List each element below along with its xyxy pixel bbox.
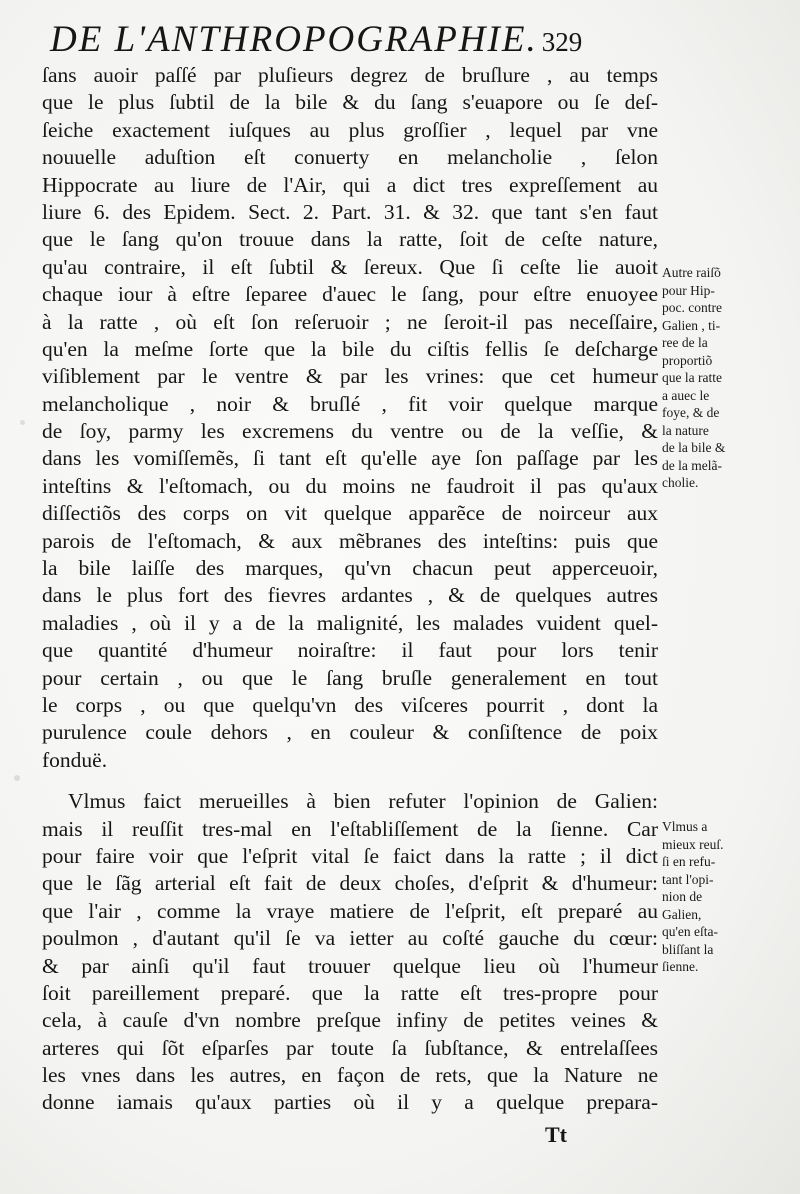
margin-note-2 bbox=[662, 818, 790, 976]
margin-note-line: bliſſant la bbox=[662, 941, 714, 957]
text-line: ſeiche exactement iuſques au plus groſſier , lequel par vne bbox=[42, 117, 658, 142]
text-line: la bile laiſſe des marques, qu'vn chacun peut apperceuoir, bbox=[42, 556, 658, 581]
text-line: melancholique , noir & bruſlé , fit voir quelque marque bbox=[42, 391, 658, 416]
text-line: fonduë. bbox=[42, 747, 108, 772]
text-line: arteres qui ſõt eſparſes par toute ſa ſubſtance, & entrelaſſees bbox=[42, 1035, 658, 1060]
text-line: qu'en la meſme ſorte que la bile du ciſtis fellis ſe deſcharge bbox=[42, 336, 658, 361]
text-line: les vnes dans les autres, en façon de rets, que la Nature ne bbox=[42, 1063, 658, 1088]
text-line: que le ſang qu'on trouue dans la ratte, ſoit de ceſte nature, bbox=[42, 227, 658, 252]
text-line: purulence coule dehors , en couleur & conſiſtence de poix bbox=[42, 720, 658, 745]
margin-note-line: proportiõ bbox=[662, 352, 713, 368]
text-line: que le ſãg arterial eſt fait de deux choſes, d'eſprit & d'humeur: bbox=[42, 871, 658, 896]
running-head bbox=[50, 18, 660, 61]
text-line: pour certain , ou que le ſang bruſle generalement en tout bbox=[42, 665, 658, 690]
text-line: poulmon , d'autant qu'il ſe va ietter au coſté gauche du cœur: bbox=[42, 926, 658, 951]
ink-speck bbox=[20, 420, 25, 425]
text-line: liure 6. des Epidem. Sect. 2. Part. 31. & 32. que tant s'en faut bbox=[42, 199, 658, 224]
text-line: le corps , ou que quelqu'vn des viſceres pourrit , dont la bbox=[42, 692, 658, 717]
margin-note-line: cholie. bbox=[662, 475, 699, 490]
text-line: Hippocrate au liure de l'Air, qui a dict tres expreſſement au bbox=[42, 172, 658, 197]
margin-note-line: nion de bbox=[662, 889, 703, 904]
margin-note-line: de la bile & bbox=[662, 440, 726, 455]
catchword: Tt bbox=[545, 1122, 567, 1147]
main-text bbox=[42, 62, 658, 1117]
margin-note-line: Autre raiſõ bbox=[662, 265, 721, 280]
text-line: que quantité d'humeur noiraſtre: il faut pour lors tenir bbox=[42, 638, 658, 663]
text-line: que l'air , comme la vraye matiere de l'eſprit, eſt preparé au bbox=[42, 898, 658, 923]
text-line: ſoit pareillement preparé. que la ratte eſt tres-propre pour bbox=[42, 980, 658, 1005]
text-line: nouuelle aduſtion eſt conuerty en melancholie , ſelon bbox=[42, 145, 658, 170]
margin-note-line: tant l'opi- bbox=[662, 871, 714, 887]
paragraph-2 bbox=[42, 788, 658, 1117]
text-line: à la ratte , où eſt ſon reſeruoir ; ne ſeroit-il pas neceſſaire, bbox=[42, 309, 658, 334]
margin-note-line: la nature bbox=[662, 422, 709, 438]
text-line: viſiblement par le ventre & par les vrines: que cet humeur bbox=[42, 364, 658, 389]
text-line: inteſtins & l'eſtomach, ou du moins ne faudroit il pas qu'aux bbox=[42, 473, 658, 498]
margin-note-line: ſienne. bbox=[662, 959, 699, 974]
margin-note-line: ſi en refu- bbox=[662, 854, 716, 869]
text-line: maladies , où il y a de la malignité, les malades vuident quel- bbox=[42, 610, 658, 635]
text-line: que le plus ſubtil de la bile & du ſang s'euapore ou ſe deſ- bbox=[42, 90, 658, 115]
margin-note-line: qu'en eſta- bbox=[662, 924, 719, 939]
text-line: diſſectiõs des corps on vit quelque apparẽce de noirceur aux bbox=[42, 501, 658, 526]
ink-speck bbox=[14, 775, 20, 781]
running-head-title: DE L'ANTHROPOGRAPHIE. bbox=[50, 19, 538, 60]
paragraph-1 bbox=[42, 62, 658, 774]
text-line: Vlmus faict merueilles à bien refuter l'opinion de Galien: bbox=[68, 789, 658, 814]
text-line: parois de l'eſtomach, & aux mẽbranes des inteſtins: puis que bbox=[42, 528, 658, 553]
text-line: dans le plus fort des fievres ardantes , & de quelques autres bbox=[42, 583, 658, 608]
text-line: & par ainſi qu'il faut trouuer quelque lieu où l'humeur bbox=[42, 953, 658, 978]
margin-note-1 bbox=[662, 264, 790, 492]
text-line: donne iamais qu'aux parties où il y a quelque prepara- bbox=[42, 1090, 658, 1115]
margin-note-line: pour Hip- bbox=[662, 282, 715, 298]
text-line: ſans auoir paſſé par pluſieurs degrez de bruſlure , au temps bbox=[42, 63, 658, 87]
margin-note-line: Galien, bbox=[662, 906, 702, 922]
margin-note-line: foye, & de bbox=[662, 405, 720, 420]
text-line: pour faire voir que l'eſprit vital ſe faict dans la ratte ; il dict bbox=[42, 843, 658, 868]
margin-note-line: a auec le bbox=[662, 387, 710, 403]
page-number: 329 bbox=[541, 27, 583, 57]
margin-note-line: ree de la bbox=[662, 335, 708, 350]
text-line: mais il reuſſit tres-mal en l'eſtabliſſement de la ſienne. Car bbox=[42, 816, 658, 841]
margin-note-line: Vlmus a bbox=[662, 819, 708, 834]
margin-note-line: mieux reuſ. bbox=[662, 836, 724, 852]
margin-note-line: de la melã- bbox=[662, 457, 722, 473]
margin-note-line: Galien , ti- bbox=[662, 317, 721, 333]
text-line: chaque iour à eſtre ſeparee d'auec le ſang, pour eſtre enuoyee bbox=[42, 282, 658, 307]
text-line: qu'au contraire, il eſt ſubtil & ſereux. Que ſi ceſte lie auoit bbox=[42, 254, 658, 279]
text-line: cela, à cauſe d'vn nombre preſque infiny de petites veines & bbox=[42, 1008, 658, 1033]
text-line: dans les vomiſſemẽs, ſi tant eſt qu'elle aye ſon paſſage par les bbox=[42, 446, 658, 471]
text-line: de ſoy, parmy les excremens du ventre ou de la veſſie, & bbox=[42, 419, 658, 444]
margin-note-line: poc. contre bbox=[662, 300, 722, 315]
margin-note-line: que la ratte bbox=[662, 370, 722, 385]
